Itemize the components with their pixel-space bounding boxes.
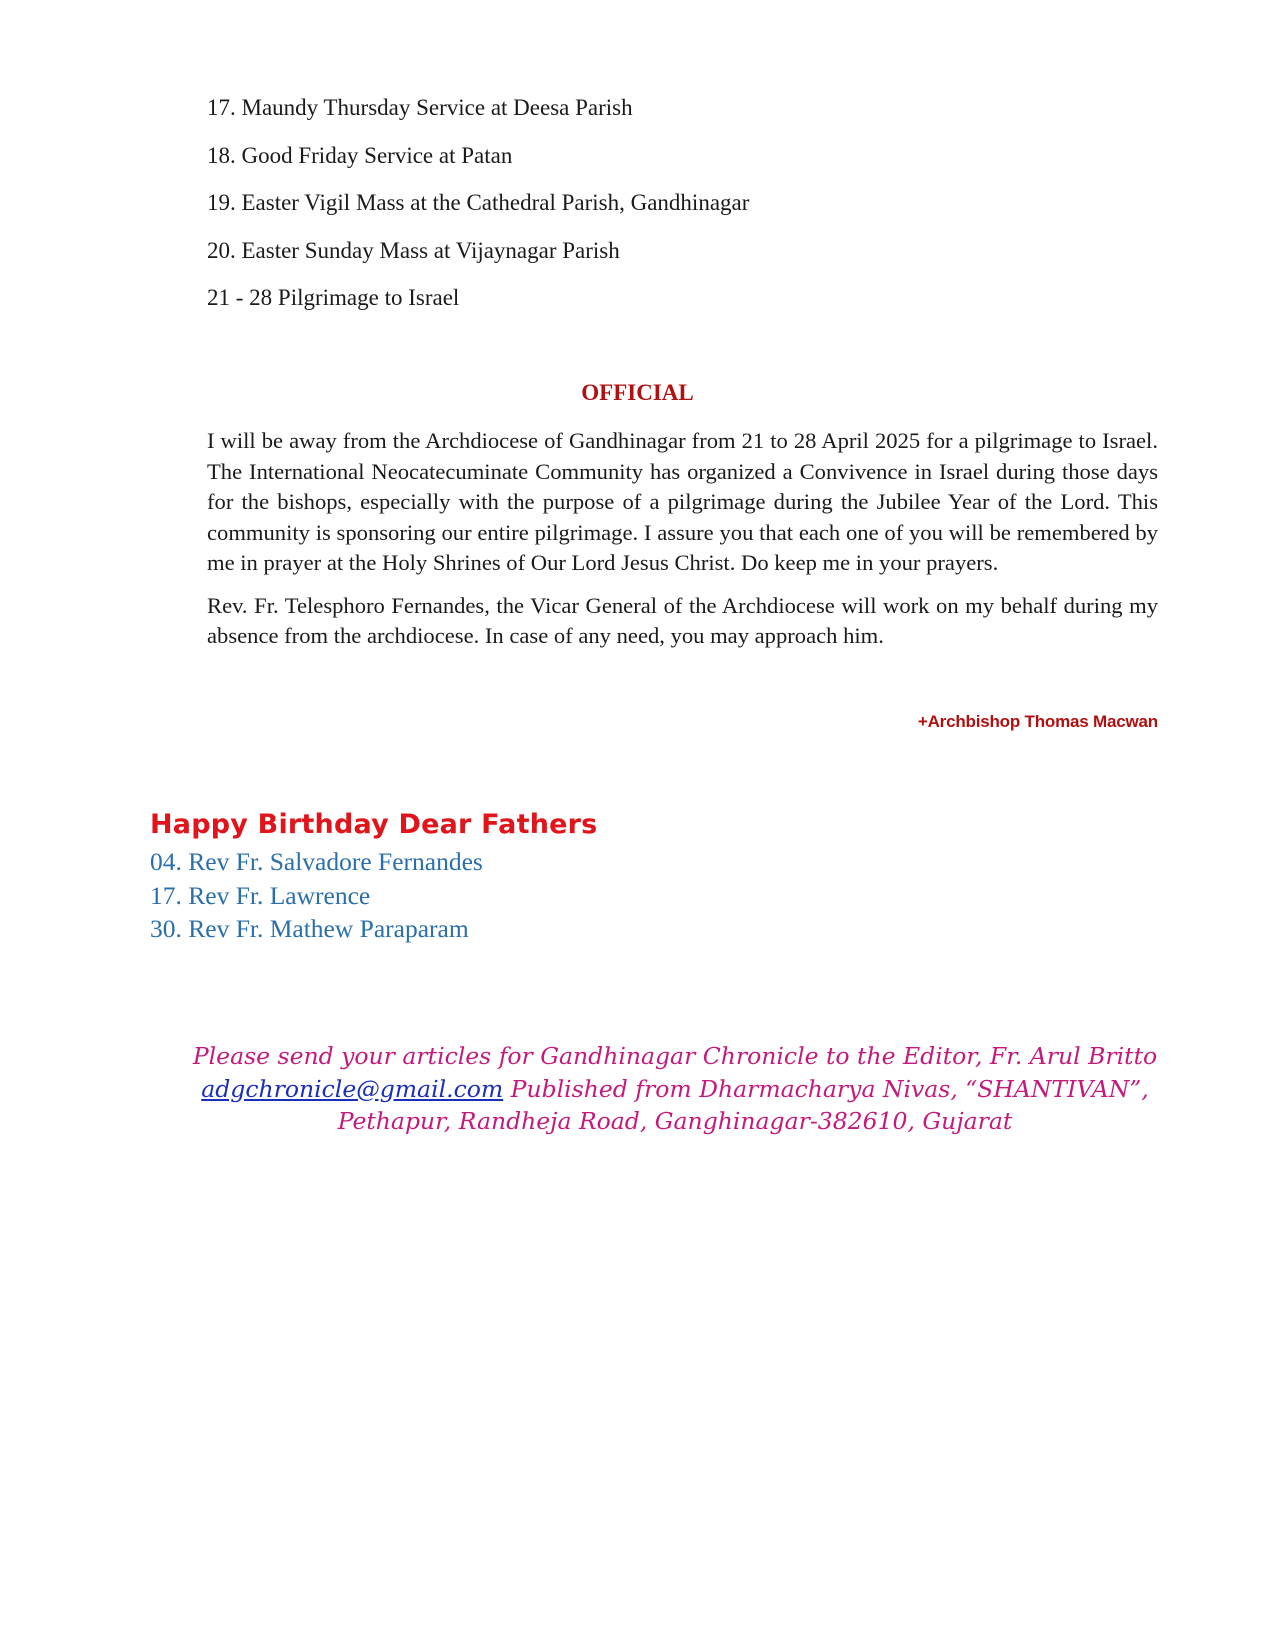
birthday-item: 04. Rev Fr. Salvadore Fernandes (150, 847, 483, 876)
footer-notice (150, 1040, 1200, 1138)
official-paragraph-2: Rev. Fr. Telesphoro Fernandes, the Vicar General of the Archdiocese will work on my behalf during my absence from the archdiocese. In case of any need, you may approach him. (207, 592, 1158, 648)
birthday-item: 17. Rev Fr. Lawrence (150, 880, 371, 910)
birthday-list (150, 845, 483, 946)
official-body (207, 426, 1158, 664)
official-heading: OFFICIAL (581, 380, 694, 405)
footer-line-3: Pethapur, Randheja Road, Ganghinagar-382610, Gujarat (337, 1107, 1013, 1135)
schedule-item: 19. Easter Vigil Mass at the Cathedral Parish, Gandhinagar (207, 190, 750, 215)
schedule-item: 17. Maundy Thursday Service at Deesa Parish (207, 95, 633, 120)
schedule-item: 20. Easter Sunday Mass at Vijaynagar Parish (207, 237, 620, 263)
footer-line-2-text: Published from Dharmacharya Nivas, “SHANTIVAN”, (503, 1074, 1149, 1103)
schedule-item: 18. Good Friday Service at Patan (207, 142, 513, 168)
birthday-heading: Happy Birthday Dear Fathers (150, 809, 598, 840)
schedule-list (207, 93, 1107, 331)
official-paragraph-1: I will be away from the Archdiocese of Gandhinagar from 21 to 28 April 2025 for a pilgrimage to Israel. The International Neocatecuminate Community has organized a Convivence in Israel during those days for the bishops, especially with the purpose of a pilgrimage during the Jubilee Year of the Lord. This community is sponsoring our entire pilgrimage. I assure you that each one of you will be remembered by me in prayer at the Holy Shrines of Our Lord Jesus Christ. Do keep me in your prayers. (207, 428, 1158, 575)
footer-line-2 (150, 1073, 1200, 1106)
footer-line-1: Please send your articles for Gandhinagar Chronicle to the Editor, Fr. Arul Britto (192, 1042, 1158, 1070)
birthday-item: 30. Rev Fr. Mathew Paraparam (150, 914, 469, 943)
email-link[interactable]: adgchronicle@gmail.com (201, 1074, 504, 1103)
signature: +Archbishop Thomas Macwan (917, 712, 1158, 731)
schedule-item: 21 - 28 Pilgrimage to Israel (207, 285, 460, 310)
